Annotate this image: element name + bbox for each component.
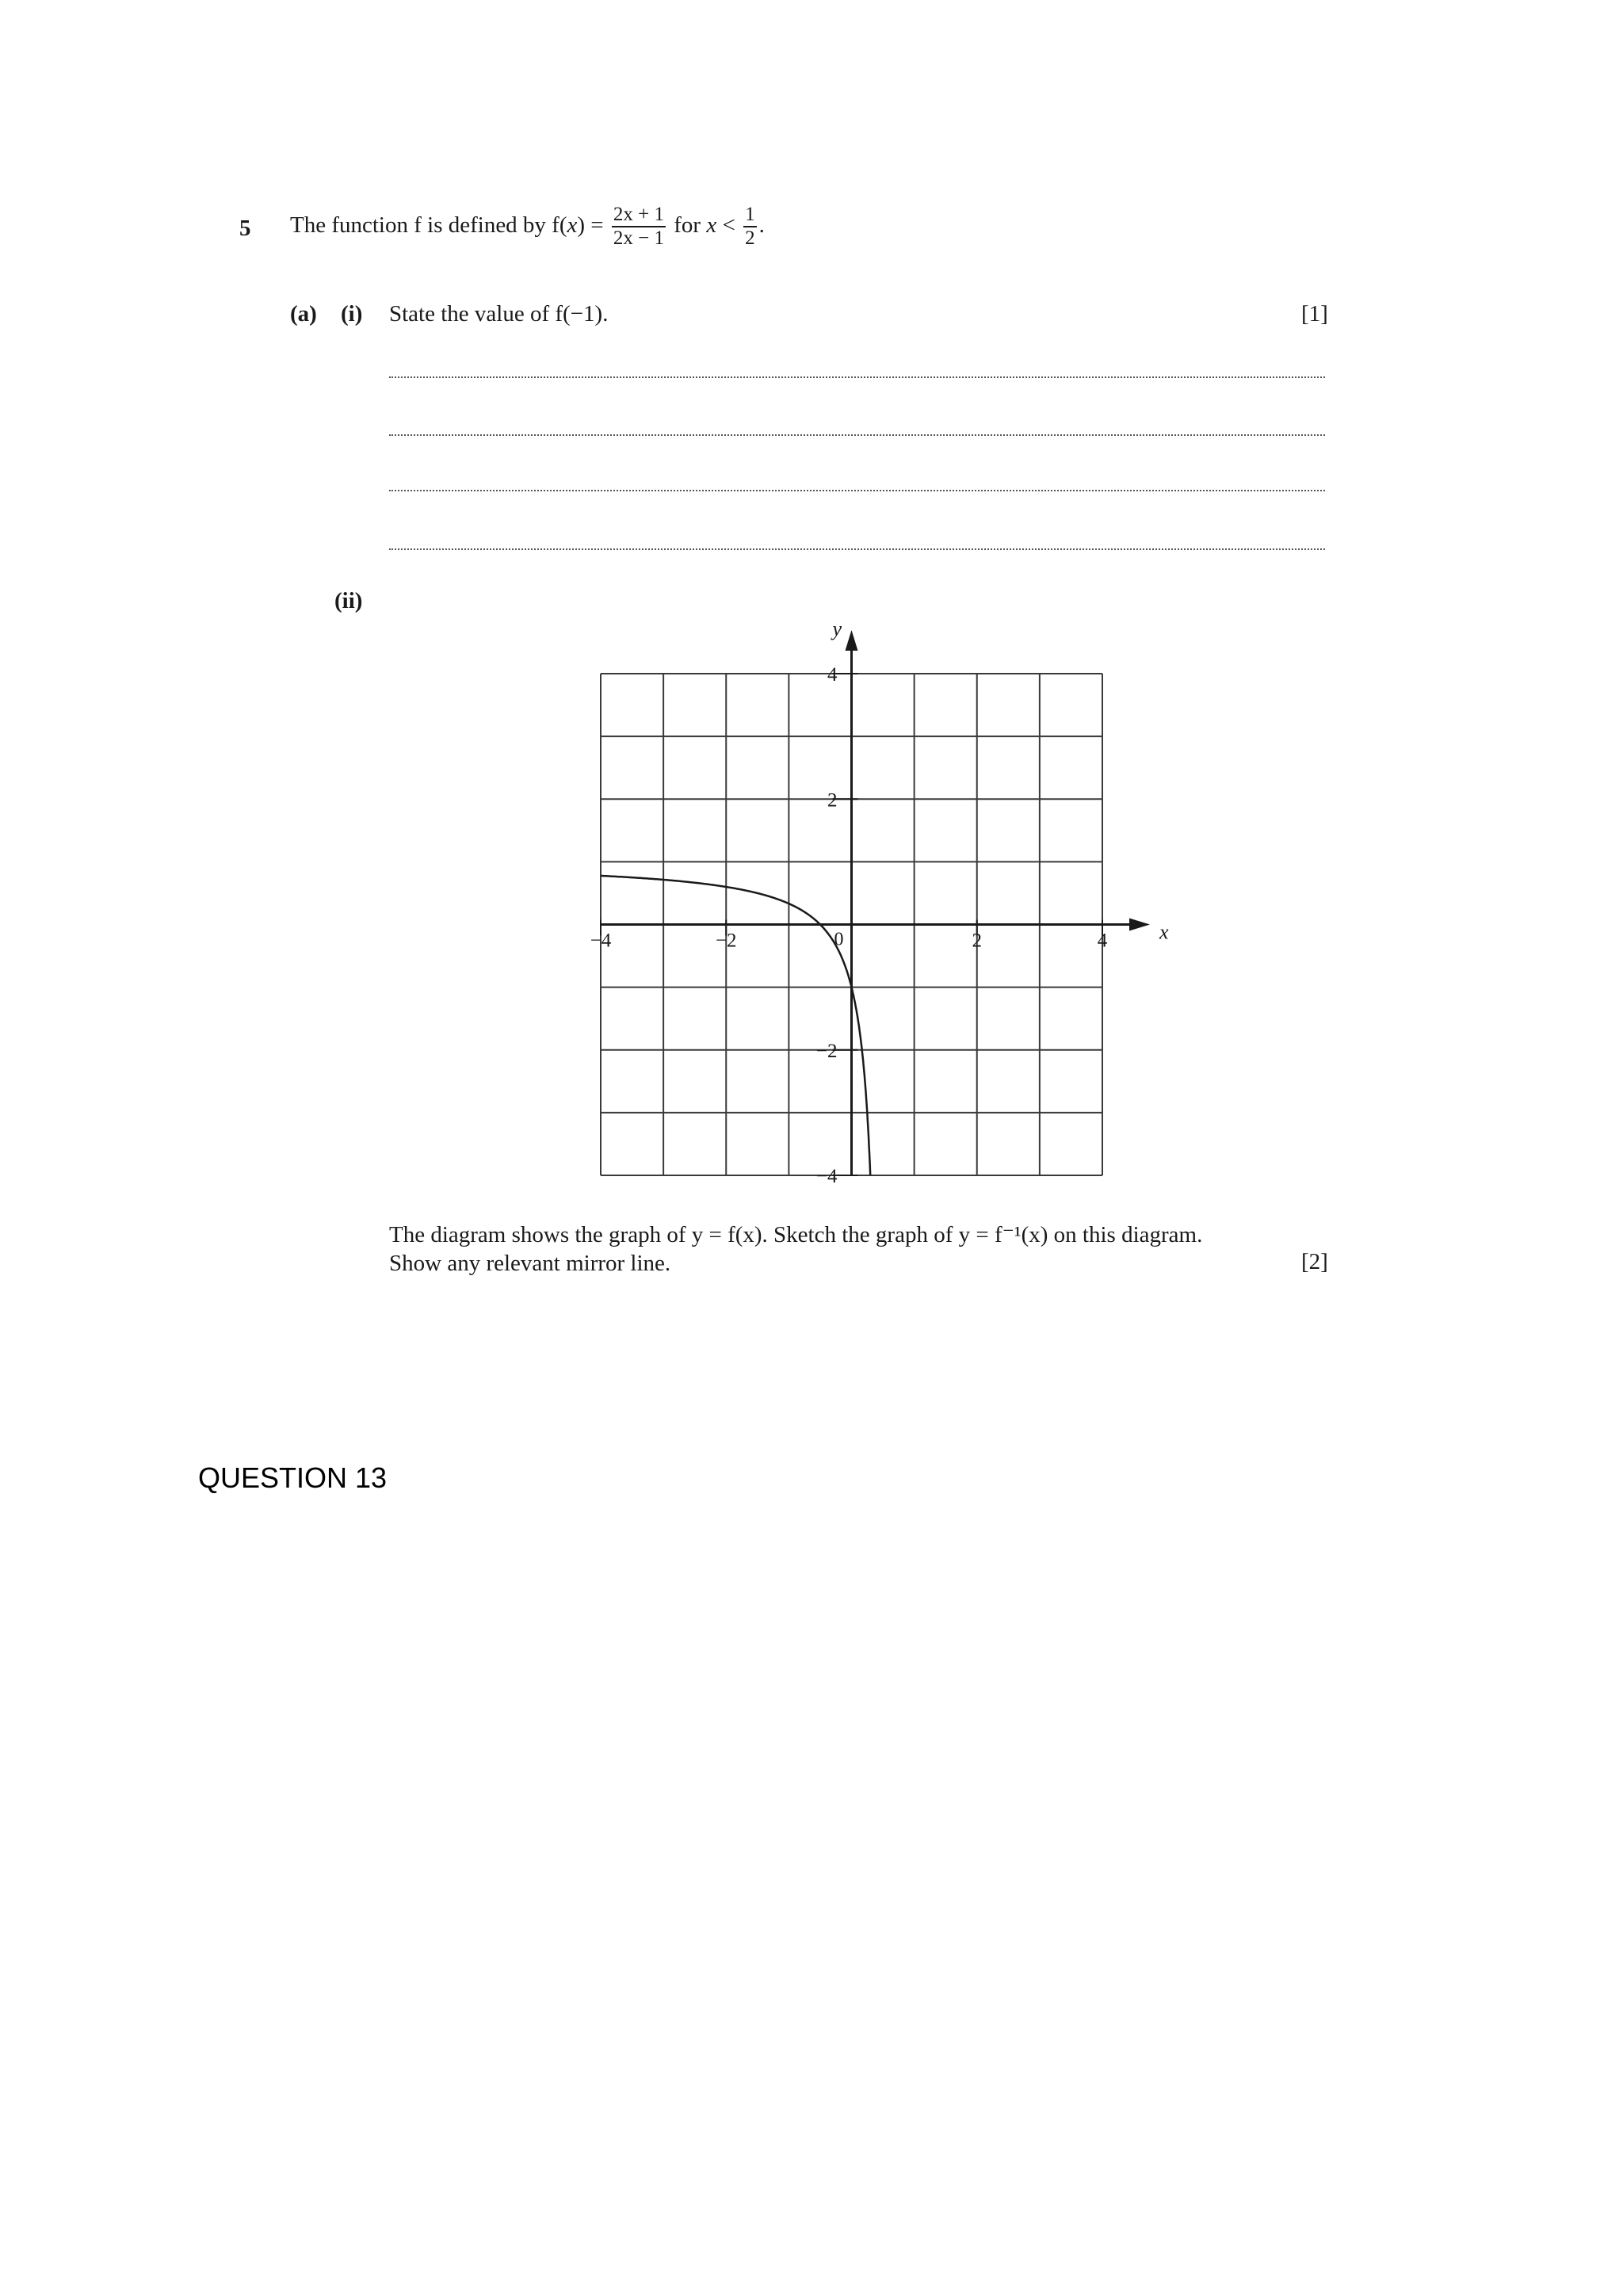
part-a-label: (a)	[290, 301, 317, 327]
y-tick-label: 4	[827, 664, 838, 686]
x-axis-label: x	[1159, 920, 1169, 944]
domain-numerator: 1	[743, 204, 757, 227]
domain-var: x	[706, 212, 717, 238]
x-tick-label: 4	[1097, 930, 1108, 952]
stem-var: x	[567, 212, 578, 238]
domain-end: .	[758, 212, 765, 238]
y-axis-arrow	[846, 630, 858, 651]
part-a-ii-caption-line2: Show any relevant mirror line.	[389, 1251, 671, 1276]
origin-label: 0	[834, 929, 844, 950]
domain-prefix: for	[674, 212, 701, 238]
curves	[601, 876, 870, 1175]
function-curve	[601, 876, 870, 1175]
part-a-ii-caption-line1: The diagram shows the graph of y = f(x). Sketch the graph of y = f⁻¹(x) on this diagram.	[389, 1222, 1203, 1247]
stem-eq: ) =	[577, 212, 604, 238]
part-a-i-label: (i)	[341, 301, 363, 327]
part-a-ii-marks: [2]	[1301, 1249, 1328, 1274]
axes	[601, 617, 1169, 1175]
fraction-numerator: 2x + 1	[612, 204, 666, 227]
y-tick-label: −4	[815, 1166, 838, 1187]
y-tick-label: −2	[815, 1040, 838, 1062]
x-tick-label: −2	[715, 930, 737, 952]
x-tick-label: −4	[590, 930, 612, 952]
domain-rel: <	[722, 212, 735, 238]
part-a-i-marks: [1]	[1301, 301, 1328, 327]
y-tick-label: 2	[827, 789, 838, 812]
x-tick-label: 2	[972, 930, 982, 952]
part-a-i-text: State the value of f(−1).	[389, 301, 609, 327]
question-13-label: QUESTION 13	[198, 1461, 388, 1494]
part-a-ii-label: (ii)	[334, 588, 363, 613]
fraction-denominator: 2x − 1	[613, 227, 665, 250]
x-axis-arrow	[1129, 919, 1150, 931]
stem-text: The function f is defined by f(	[290, 212, 567, 238]
question-number: 5	[239, 216, 251, 241]
domain-denominator: 2	[745, 227, 755, 250]
y-axis-label: y	[832, 617, 842, 640]
